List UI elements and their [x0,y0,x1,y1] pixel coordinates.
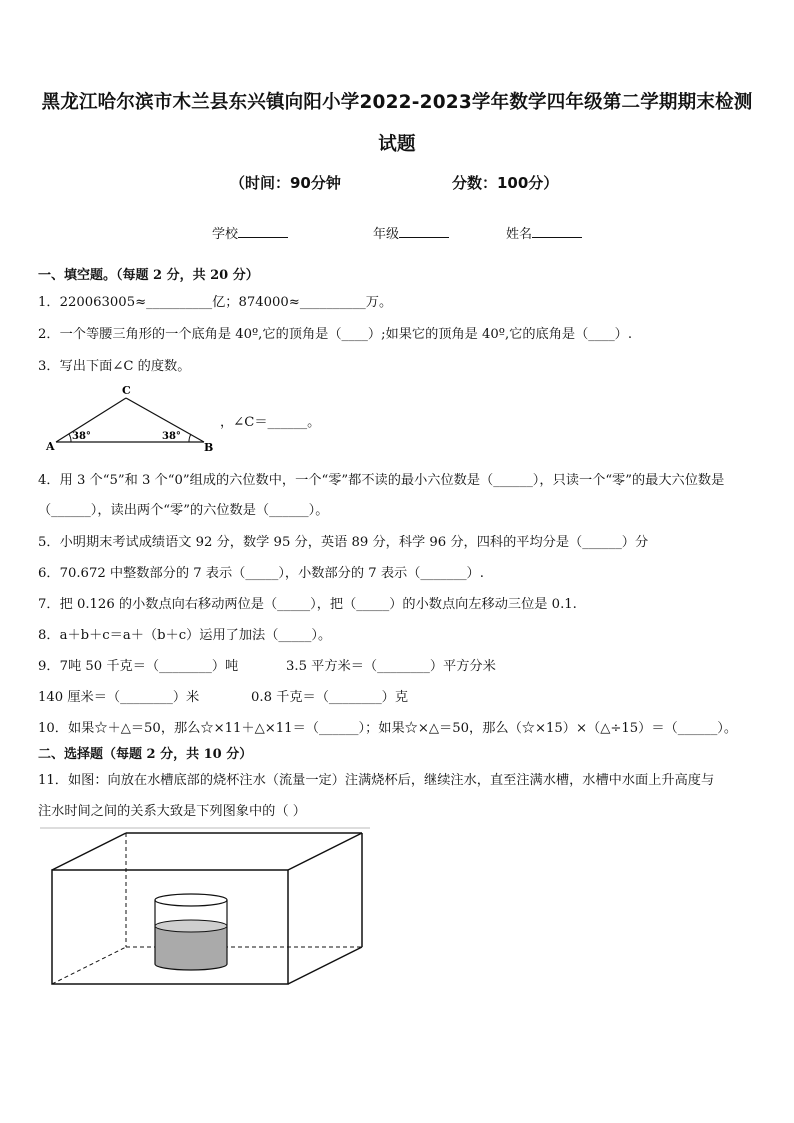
question-1: 1．220063005≈__________亿；874000≈__________万。 [38,295,393,310]
vertex-b-label: B [204,441,214,454]
exam-title-line2: 试题 [378,134,416,155]
school-label: 学校 [212,227,239,242]
question-5: 5．小明期末考试成绩语文 92 分，数学 95 分，英语 89 分，科学 96 分，四科的平均分是（______）分 [38,535,649,550]
name-label: 姓名 [506,227,533,242]
question-9c: 140 厘米＝（________）米 [38,690,200,705]
question-2: 2．一个等腰三角形的一个底角是 40º,它的顶角是（____）;如果它的顶角是 40º,它的底角是（____）. [38,327,633,342]
section1-heading: 一、填空题。（每题 2 分，共 20 分） [38,268,259,283]
grade-blank[interactable] [399,225,449,238]
question-9a: 9．7吨 50 千克＝（________）吨 [38,659,239,674]
grade-label: 年级 [373,227,400,242]
name-field[interactable] [506,223,582,242]
question-4-line1: 4．用 3 个“5”和 3 个“0”组成的六位数中，一个“零”都不读的最小六位数是（______），只读一个“零”的最大六位数是 [38,473,725,488]
question-11-line1: 11．如图：向放在水槽底部的烧杯注水（流量一定）注满烧杯后，继续注水，直至注满水槽，水槽中水面上升高度与 [38,773,715,788]
section2-heading: 二、选择题（每题 2 分，共 10 分） [38,747,253,762]
exam-time: （时间：90分钟 [230,174,341,192]
angle-a-label: 38° [72,431,91,442]
question-3-answer: ，∠C＝______。 [220,415,321,430]
question-9d: 0.8 千克＝（________）克 [251,690,409,705]
question-3: 3．写出下面∠C 的度数。 [38,359,191,374]
school-field[interactable] [212,223,288,242]
exam-title-line1: 黑龙江哈尔滨市木兰县东兴镇向阳小学2022-2023学年数学四年级第二学期期末检测 [41,92,753,113]
question-11-line2: 注水时间之间的关系大致是下列图象中的（ ） [38,804,306,819]
exam-score: 分数：100分） [452,174,559,192]
question-10: 10．如果☆＋△＝50，那么☆×11＋△×11＝（______）；如果☆×△＝50，那么（☆×15）×（△÷15）＝（______）。 [38,721,738,736]
school-blank[interactable] [238,225,288,238]
question-9b: 3.5 平方米＝（________）平方分米 [286,659,496,674]
question-8: 8．a＋b＋c＝a＋（b＋c）运用了加法（_____）。 [38,628,332,643]
beaker-icon [155,894,227,970]
angle-b-label: 38° [162,431,181,442]
vertex-c-label: C [122,384,131,397]
question-6: 6．70.672 中整数部分的 7 表示（_____），小数部分的 7 表示（_______）. [38,566,484,581]
question-4-line2: （______），读出两个“零”的六位数是（______）。 [38,503,329,518]
triangle-figure [38,382,218,454]
water-tank-figure [40,822,380,994]
name-blank[interactable] [532,225,582,238]
vertex-a-label: A [46,440,55,453]
grade-field[interactable] [373,223,449,242]
question-7: 7．把 0.126 的小数点向右移动两位是（_____），把（_____）的小数点向左移动三位是 0.1. [38,597,577,612]
